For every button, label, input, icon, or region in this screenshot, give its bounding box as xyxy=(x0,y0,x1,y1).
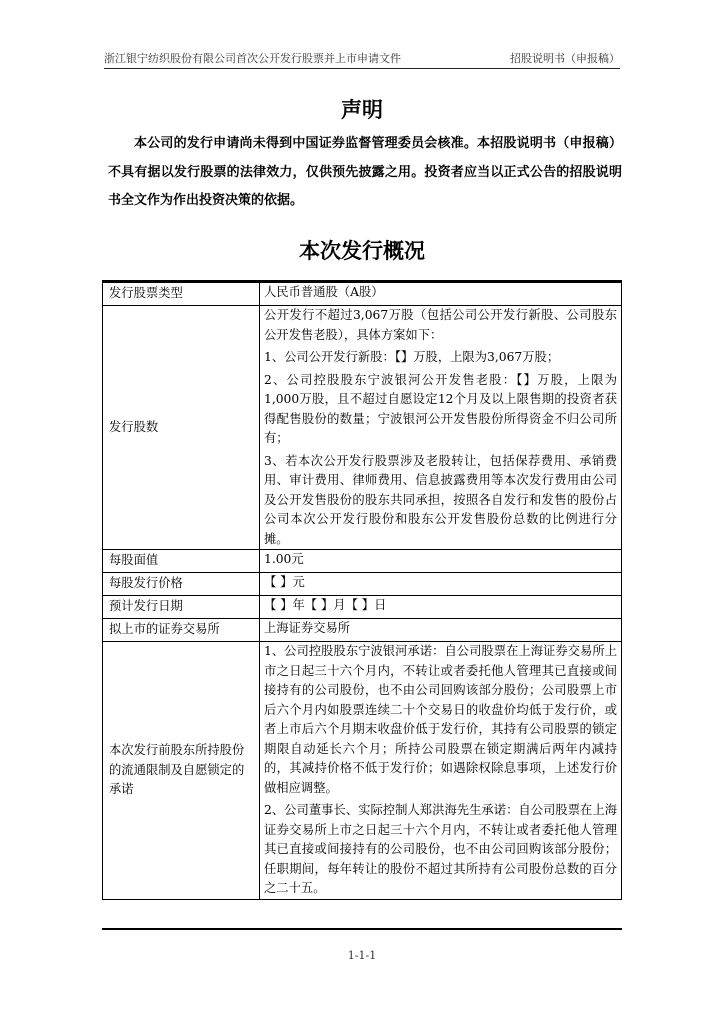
page-bottom-mask xyxy=(102,928,622,1024)
shares-paragraph-3: 2、公司控股股东宁波银河公开发售老股：【】万股，上限为1,000万股，且不超过自愿设定12个月及以上限售期的投资者获得配售股份的数量；宁波银河公开发售股份所得资金不归公司所有； xyxy=(264,372,617,445)
row-value-shares xyxy=(260,306,622,550)
row-value-date: 【 】年【 】月【 】日 xyxy=(260,596,622,619)
table-row xyxy=(103,283,622,306)
row-value-exchange: 上海证券交易所 xyxy=(260,619,622,642)
shares-paragraph-4: 3、若本次公开发行股票涉及老股转让，包括保荐费用、承销费用、审计费用、律师费用、信息披露费用等本次发行费用由公司及公开发售股份的股东共同承担，按照各自发行和发售的股份占公司本次公开发行股份和股东公开发售股份总数的比例进行分摊。 xyxy=(264,453,617,546)
page-number: 1-1-1 xyxy=(347,949,377,962)
row-value-price: 【 】元 xyxy=(260,573,622,596)
lockup-paragraph-2: 2、公司董事长、实际控制人郑洪海先生承诺：自公司股票在上海证券交易所上市之日起三十六个月内，不转让或者委托他人管理其已直接或间接持有的公司股份，也不由公司回购该部分股份；任职期间，每年转让的股份不超过其所持有公司股份总数的百分之二十五。 xyxy=(264,803,617,895)
table-row xyxy=(103,642,622,900)
offering-summary-table xyxy=(102,282,622,900)
row-label-price: 每股发行价格 xyxy=(103,573,260,596)
overview-title: 本次发行概况 xyxy=(299,239,425,263)
header-document-name: 浙江银宁纺织股份有限公司首次公开发行股票并上市申请文件 xyxy=(104,52,401,65)
row-label-shares: 发行股数 xyxy=(103,306,260,550)
row-label-lockup: 本次发行前股东所持股份的流通限制及自愿锁定的承诺 xyxy=(103,642,260,900)
lockup-paragraph-1: 1、公司控股股东宁波银河承诺：自公司股票在上海证券交易所上市之日起三十六个月内，不转让或者委托他人管理其已直接或间接持有的公司股份，也不由公司回购该部分股份；公司股票上市后六个月内如股票连续二十个交易日的收盘价均低于发行价，或者上市后六个月期末收盘价低于发行价，其持有公司股票的锁定期限自动延长六个月；所持公司股票在锁定期满后两年内减持的，其减持价格不低于发行价；如遇除权除息事项，上述发行价做相应调整。 xyxy=(264,644,617,795)
shares-paragraph-2: 1、公司公开发行新股：【】万股，上限为3,067万股； xyxy=(264,350,560,364)
table-row xyxy=(103,306,622,550)
table-row xyxy=(103,550,622,573)
table-row xyxy=(103,573,622,596)
statement-text: 本公司的发行申请尚未得到中国证券监督管理委员会核准。本招股说明书（申报稿）不具有据以发行股票的法律效力，仅供预先披露之用。投资者应当以正式公告的招股说明书全文作为作出投资决策的依据。 xyxy=(108,136,622,208)
table-bottom-rule xyxy=(102,928,622,930)
statement-title: 声明 xyxy=(341,98,383,122)
row-value-lockup xyxy=(260,642,622,900)
table-row xyxy=(103,596,622,619)
header-document-type: 招股说明书（申报稿） xyxy=(510,52,620,65)
shares-paragraph-1: 公开发行不超过3,067万股（包括公司公开发行新股、公司股东公开发售老股），具体方案如下： xyxy=(264,308,617,342)
row-label-par-value: 每股面值 xyxy=(103,550,260,573)
page-header xyxy=(104,50,620,66)
row-label-exchange: 拟上市的证券交易所 xyxy=(103,619,260,642)
row-label-stock-type: 发行股票类型 xyxy=(103,283,260,306)
header-rule xyxy=(104,68,620,69)
row-value-stock-type: 人民币普通股（A股） xyxy=(260,283,622,306)
row-label-date: 预计发行日期 xyxy=(103,596,260,619)
row-value-par-value: 1.00元 xyxy=(260,550,622,573)
table-row xyxy=(103,619,622,642)
